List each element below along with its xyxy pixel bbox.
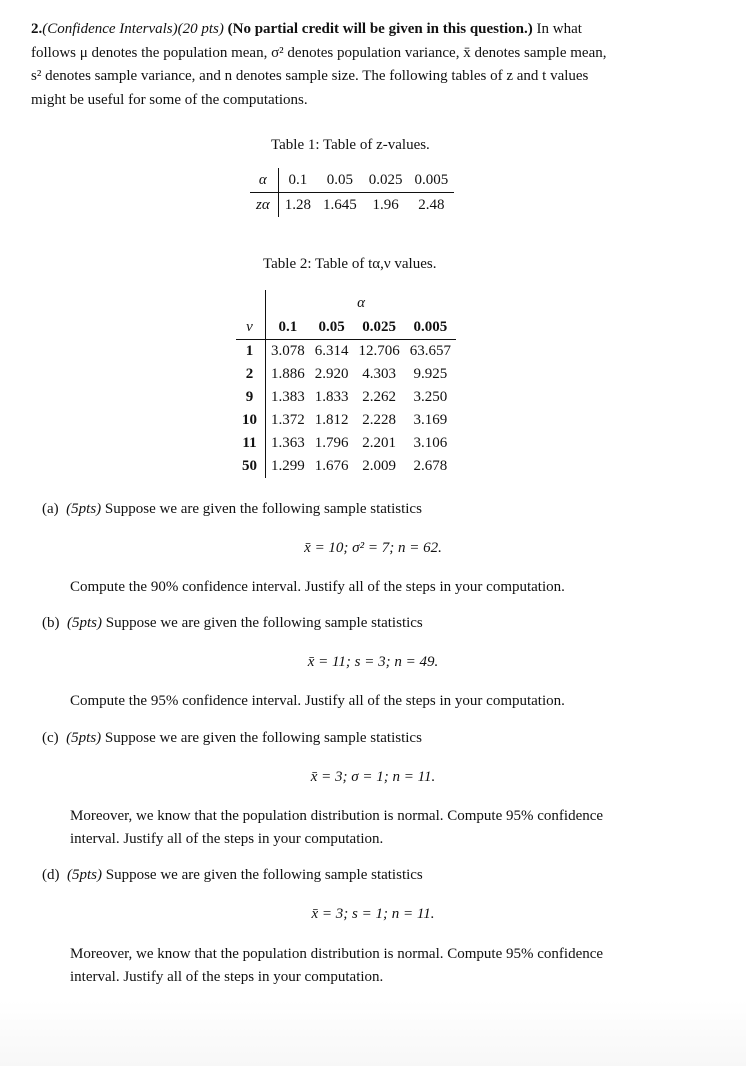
- table-row: [236, 340, 456, 364]
- table2-cell: 3.169: [413, 412, 448, 428]
- table1-cell: 2.48: [418, 196, 445, 213]
- table2-cell: 63.657: [409, 343, 451, 359]
- table2-cell: 1.363: [271, 435, 305, 451]
- table-row: [236, 363, 456, 386]
- intro-line-1: In what: [532, 21, 582, 37]
- table-row: [236, 432, 456, 455]
- question-intro: [31, 18, 693, 112]
- table2-nu-cell: 9: [236, 386, 266, 409]
- table2-cell: 6.314: [314, 343, 349, 359]
- part-a-lead: [42, 498, 422, 522]
- table2-cell: 4.303: [362, 366, 396, 382]
- part-lead-text: Suppose we are given the following sample statistics: [102, 867, 423, 883]
- part-points: (5pts): [67, 615, 102, 631]
- part-c-lead: [42, 727, 422, 751]
- part-label: (b): [42, 615, 60, 631]
- part-label: (c): [42, 730, 59, 746]
- table2-cell: 3.106: [413, 435, 448, 451]
- part-points: (5pts): [66, 501, 102, 517]
- table2-nu-cell: 50: [236, 455, 266, 478]
- intro-line-4: might be useful for some of the computations.: [31, 91, 308, 108]
- table2-caption: Table 2: Table of tα,ν values.: [263, 256, 437, 272]
- table2-cell: 3.078: [271, 343, 305, 359]
- table2-cell: 2.262: [362, 389, 396, 405]
- table2-cell: 1.676: [314, 458, 349, 474]
- part-d-task-line1: Moreover, we know that the population distribution is normal. Compute 95% confidence: [70, 946, 604, 962]
- table1-cell: 0.05: [317, 168, 363, 193]
- z-values-table: [250, 168, 454, 217]
- part-a-equation: x̄ = 10; σ² = 7; n = 62.: [304, 540, 442, 556]
- table2-cell: 1.812: [314, 412, 349, 428]
- table2-nu-cell: 11: [236, 432, 266, 455]
- table2-cell: 1.372: [271, 412, 305, 428]
- table1-cell: 0.1: [278, 168, 317, 193]
- part-d-task-line2: interval. Justify all of the steps in your computation.: [70, 969, 384, 985]
- table1-cell: 0.005: [408, 168, 454, 193]
- table2-header-row: [236, 316, 456, 340]
- part-d-equation: x̄ = 3; s = 1; n = 11.: [311, 906, 435, 922]
- table2-cell: 3.250: [413, 389, 448, 405]
- part-b-equation: x̄ = 11; s = 3; n = 49.: [307, 654, 439, 670]
- table2-cell: 1.833: [314, 389, 349, 405]
- question-number: 2.: [31, 21, 43, 37]
- table2-cell: 2.920: [314, 366, 349, 382]
- table1-cell: 1.28: [284, 196, 311, 213]
- table1-z-label: zα: [250, 193, 278, 218]
- part-c-task-line1: Moreover, we know that the population distribution is normal. Compute 95% confidence: [70, 808, 604, 824]
- table2-alpha-label: α: [357, 294, 365, 311]
- part-label: (d): [42, 867, 60, 883]
- table1-cell: 1.96: [372, 196, 399, 213]
- table2-header-alpha-row: [236, 290, 456, 316]
- table2-cell: 2.009: [362, 458, 396, 474]
- part-b-task: Compute the 95% confidence interval. Justify all of the steps in your computation.: [70, 693, 565, 709]
- table-row: [236, 409, 456, 432]
- part-label: (a): [42, 501, 59, 517]
- part-lead-text: Suppose we are given the following sample statistics: [102, 615, 423, 631]
- table2-nu-cell: 10: [236, 409, 266, 432]
- part-lead-text: Suppose we are given the following sample statistics: [101, 730, 422, 746]
- table1-alpha-label: α: [250, 168, 278, 193]
- table2-nu-cell: 1: [236, 340, 266, 364]
- table1-caption: Table 1: Table of z-values.: [271, 137, 430, 153]
- table2-header-cell: 0.025: [354, 316, 405, 340]
- table2-cell: 2.201: [362, 435, 396, 451]
- part-c-task-line2: interval. Justify all of the steps in your computation.: [70, 831, 384, 847]
- table2-cell: 9.925: [413, 366, 448, 382]
- table2-cell: 12.706: [358, 343, 400, 359]
- part-lead-text: Suppose we are given the following sample statistics: [101, 501, 422, 517]
- table2-header-cell: 0.1: [266, 316, 310, 340]
- part-points: (5pts): [67, 867, 102, 883]
- part-c-equation: x̄ = 3; σ = 1; n = 11.: [310, 769, 436, 785]
- table-row: [236, 455, 456, 478]
- table2-cell: 1.299: [271, 458, 305, 474]
- table2-header-cell: 0.05: [310, 316, 354, 340]
- part-a-task: Compute the 90% confidence interval. Justify all of the steps in your computation.: [70, 579, 565, 595]
- intro-line-3: s² denotes sample variance, and n denotes sample size. The following tables of z and t values: [31, 68, 589, 84]
- intro-line-2: follows μ denotes the population mean, σ² denotes population variance, x̄ denotes sample mean,: [31, 44, 607, 61]
- t-values-table: [236, 290, 456, 478]
- table1-alpha-row: [250, 168, 454, 193]
- table2-nu-cell: 2: [236, 363, 266, 386]
- table2-cell: 1.886: [271, 366, 305, 382]
- table2-cell: 2.678: [413, 458, 448, 474]
- table2-header-cell: 0.005: [405, 316, 456, 340]
- credit-note: (No partial credit will be given in this question.): [227, 21, 533, 37]
- table2-cell: 2.228: [362, 412, 396, 428]
- part-b-lead: [42, 612, 423, 636]
- table2-nu-label: ν: [236, 316, 266, 340]
- table1-cell: 0.025: [363, 168, 409, 193]
- table2-cell: 1.383: [271, 389, 305, 405]
- table-row: [236, 386, 456, 409]
- table2-empty-cell: [236, 290, 266, 316]
- question-topic: (Confidence Intervals)(20 pts): [42, 21, 224, 37]
- table1-cell: 1.645: [322, 196, 357, 213]
- table2-cell: 1.796: [314, 435, 349, 451]
- part-points: (5pts): [66, 730, 102, 746]
- table1-z-row: [250, 193, 454, 218]
- part-d-lead: [42, 864, 423, 888]
